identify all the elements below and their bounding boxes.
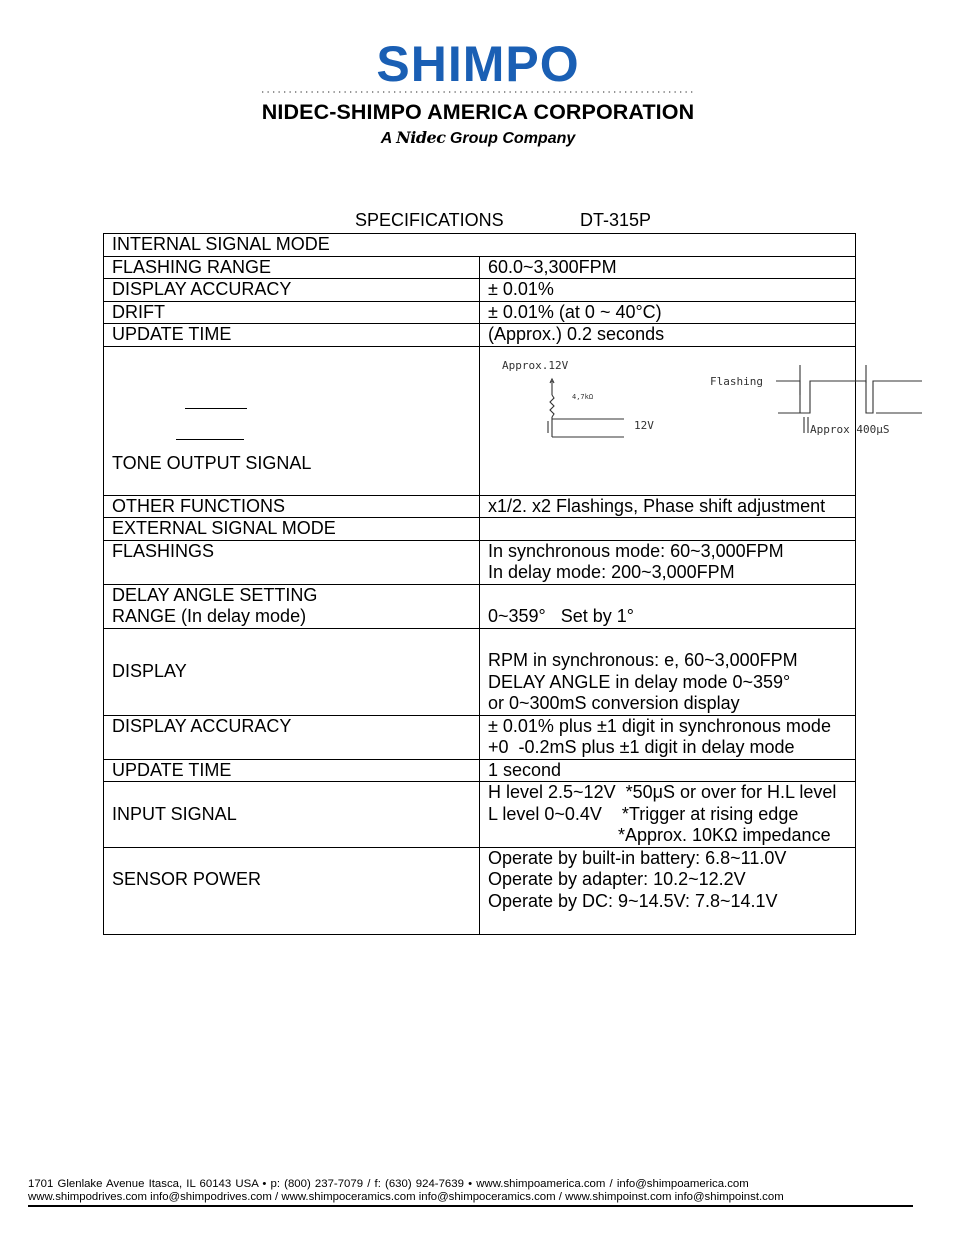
row-label: FLASHING RANGE <box>104 256 480 279</box>
row-value <box>480 782 856 848</box>
diagram-label-approx-400us: Approx 400μS <box>810 422 890 436</box>
row-value <box>480 540 856 584</box>
table-row <box>104 495 856 518</box>
table-row <box>104 628 856 715</box>
value-line: Operate by built-in battery: 6.8~11.0V <box>488 847 787 868</box>
row-label-text: SENSOR POWER <box>112 868 262 889</box>
label-line: RANGE (In delay mode) <box>112 606 307 626</box>
row-value <box>480 715 856 759</box>
table-row <box>104 256 856 279</box>
shimpo-logo <box>258 38 698 88</box>
table-row <box>104 518 856 541</box>
nidec-logo-text: Nidec <box>396 128 446 147</box>
shimpo-logo-text: SHIMPO <box>376 38 580 88</box>
row-value: x1/2. x2 Flashings, Phase shift adjustment <box>480 495 856 518</box>
tagline-prefix: A <box>380 130 392 147</box>
table-row <box>104 782 856 848</box>
tagline-suffix: Group Company <box>449 130 576 147</box>
spec-title: SPECIFICATIONS <box>355 210 504 230</box>
blank-line <box>176 439 244 440</box>
row-value: ± 0.01% (at 0 ~ 40°C) <box>480 301 856 324</box>
row-value <box>480 628 856 715</box>
value-line: H level 2.5~12V *50μS or over for H.L level <box>488 782 837 802</box>
blank-line <box>185 408 247 409</box>
value-line: Operate by DC: 9~14.5V: 7.8~14.1V <box>488 890 778 911</box>
company-tagline <box>258 128 698 148</box>
value-line: Operate by adapter: 10.2~12.2V <box>488 869 746 889</box>
empty-cell <box>480 518 856 541</box>
diagram-label-resistor: 4,7kΩ <box>572 392 594 401</box>
row-value: 0~359° Set by 1° <box>480 584 856 628</box>
value-line: L level 0~0.4V *Trigger at rising edge <box>488 803 799 824</box>
row-value: (Approx.) 0.2 seconds <box>480 324 856 347</box>
table-row <box>104 324 856 347</box>
company-logo-block <box>258 38 698 150</box>
logo-dotted-rule <box>262 90 694 94</box>
row-value: ± 0.01% <box>480 279 856 302</box>
row-label: FLASHINGS <box>104 540 480 584</box>
table-row-tone-output <box>104 346 856 495</box>
row-value: 1 second <box>480 759 856 782</box>
value-line: In synchronous mode: 60~3,000FPM <box>488 540 784 561</box>
label-line: DELAY ANGLE SETTING <box>112 584 318 605</box>
row-label: OTHER FUNCTIONS <box>104 495 480 518</box>
row-label: TONE OUTPUT SIGNAL <box>112 452 312 473</box>
table-row <box>104 279 856 302</box>
row-label <box>104 584 480 628</box>
tone-output-diagram <box>488 347 954 495</box>
value-line: or 0~300mS conversion display <box>488 693 740 713</box>
table-row <box>104 847 856 934</box>
value-line: +0 -0.2mS plus ±1 digit in delay mode <box>488 737 795 757</box>
table-row <box>104 540 856 584</box>
diagram-label-approx-12v: Approx.12V <box>502 358 569 372</box>
diagram-label-12v: 12V <box>634 418 654 432</box>
value-line: DELAY ANGLE in delay mode 0~359° <box>488 671 791 692</box>
section-heading-internal: INTERNAL SIGNAL MODE <box>104 234 856 257</box>
section-heading-external: EXTERNAL SIGNAL MODE <box>104 518 480 541</box>
row-value: 60.0~3,300FPM <box>480 256 856 279</box>
table-row <box>104 759 856 782</box>
value-line: ± 0.01% plus ±1 digit in synchronous mode <box>488 715 831 736</box>
table-row <box>104 715 856 759</box>
row-label: DRIFT <box>104 301 480 324</box>
row-label: DISPLAY <box>104 628 480 715</box>
model-number: DT-315P <box>580 210 652 230</box>
footer-rule <box>28 1205 913 1207</box>
row-label: DISPLAY ACCURACY <box>104 279 480 302</box>
diagram-label-flashing: Flashing <box>710 374 763 388</box>
value-line: In delay mode: 200~3,000FPM <box>488 562 735 582</box>
row-value <box>480 847 856 934</box>
tone-diagram-cell <box>480 346 890 495</box>
row-label: UPDATE TIME <box>104 324 480 347</box>
table-row <box>104 234 856 257</box>
row-label: INPUT SIGNAL <box>104 782 480 848</box>
table-row <box>104 584 856 628</box>
row-label <box>104 847 480 934</box>
company-name: NIDEC-SHIMPO AMERICA CORPORATION <box>261 100 695 124</box>
value-line: *Approx. 10KΩ impedance <box>618 825 831 845</box>
tone-label-cell <box>104 346 480 495</box>
footer-websites: www.shimpodrives.com info@shimpodrives.com / www.shimpoceramics.com info@shimpoceramics.com / www.shimpoinst.com info@shimpoinst.com <box>28 1191 784 1203</box>
spec-table <box>103 233 890 935</box>
footer-address: 1701 Glenlake Avenue Itasca, IL 60143 USA • p: (800) 237-7079 / f: (630) 924-7639 • www.shimpoamerica.com / info@shimpoamerica.com <box>28 1178 749 1190</box>
table-row <box>104 301 856 324</box>
row-label: DISPLAY ACCURACY <box>104 715 480 759</box>
row-label: UPDATE TIME <box>104 759 480 782</box>
value-line: RPM in synchronous: e, 60~3,000FPM <box>488 650 798 670</box>
